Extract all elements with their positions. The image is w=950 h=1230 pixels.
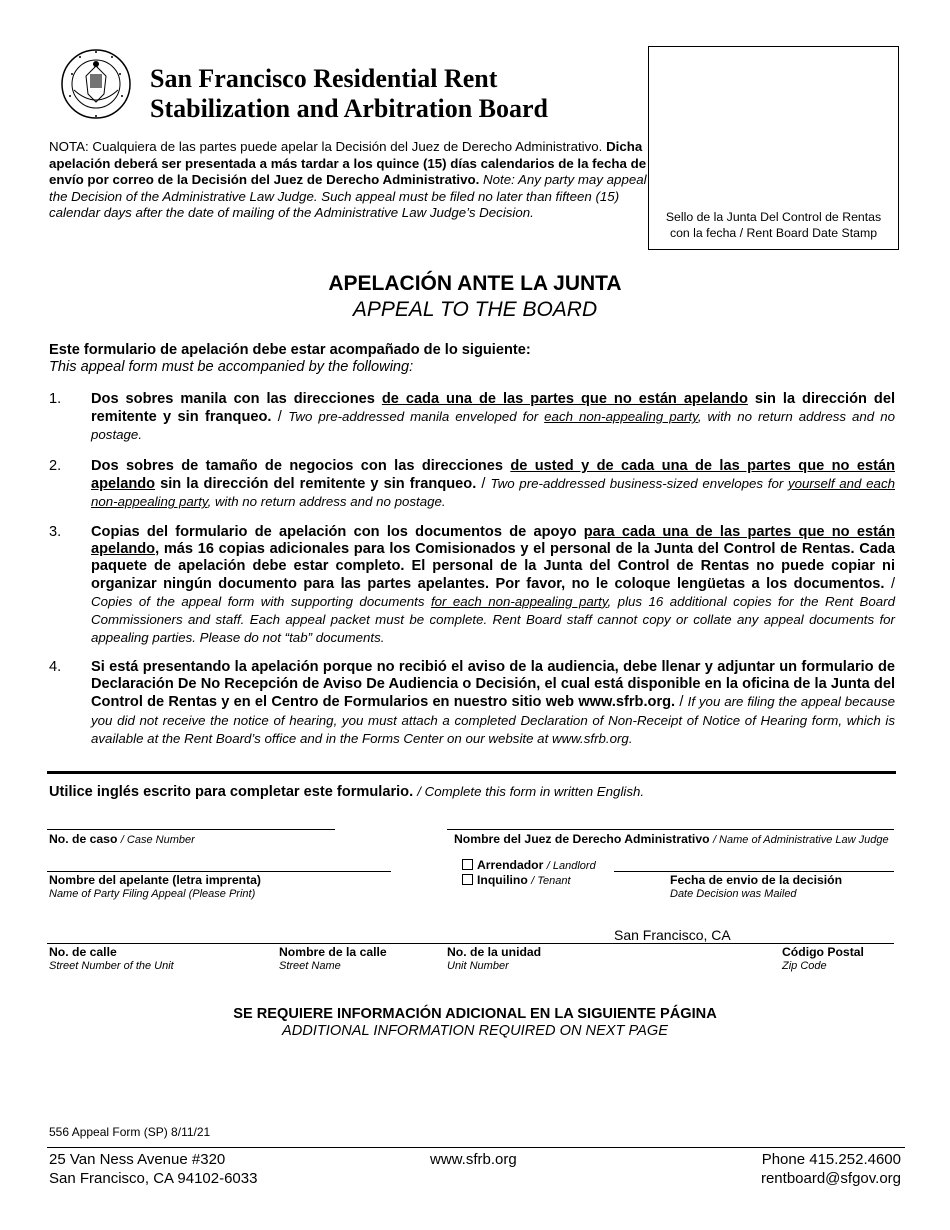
item-text-bold-underline: de usted y de cada una de las partes que no están apelando xyxy=(91,458,895,493)
english-instruction-es: Utilice inglés escrito para completar este formulario. xyxy=(49,784,414,800)
item-separator: / xyxy=(271,409,289,426)
city-county-seal-icon xyxy=(60,44,132,124)
item-separator: / xyxy=(884,575,895,592)
nota-en-italic: Note: Any party may appeal the Decision of the Administrative Law Judge. Such appeal must be filed no later than fifteen (15) calendar days after the date of mailing of the Administrative Law Judge’s Decision. xyxy=(49,172,647,220)
item-separator: / xyxy=(675,694,688,711)
org-line-1: San Francisco Residential Rent xyxy=(150,64,498,93)
zip-code-label-en: Zip Code xyxy=(782,960,827,972)
nota-es-plain: NOTA: Cualquiera de las partes puede apelar la Decisión del Juez de Derecho Administrativo. xyxy=(49,139,603,154)
item-text-bold-underline: de cada una de las partes que no están apelando xyxy=(381,391,748,407)
appellant-name-label-en: Name of Party Filing Appeal (Please Print) xyxy=(49,888,256,900)
english-instruction xyxy=(49,784,644,800)
alj-name-label xyxy=(454,832,889,847)
item-number: 2. xyxy=(49,458,62,474)
requirement-item-4 xyxy=(49,659,895,748)
alj-name-input[interactable] xyxy=(447,829,894,830)
additional-info-es: SE REQUIERE INFORMACIÓN ADICIONAL EN LA SIGUIENTE PÁGINA xyxy=(233,1006,717,1022)
landlord-checkbox[interactable] xyxy=(462,859,473,870)
street-name-label xyxy=(279,945,387,973)
item-number: 1. xyxy=(49,391,62,407)
tenant-option[interactable] xyxy=(462,873,571,888)
item-text-bold: sin la dirección del remitente y sin franqueo. xyxy=(91,391,895,426)
item-text-bold: Si está presentando la apelación porque no recibió el aviso de la audiencia, debe llenar y adjuntar un formulario de Declaración De No Recepción de Aviso De Audiencia o Decisión, el cual está disponible en la oficina de la Junta del Control de Rentas y en el Centro de Formularios en nuestro sitio web www.sfrb.org. xyxy=(91,659,895,711)
section-divider xyxy=(47,771,896,774)
unit-number-label-es: No. de la unidad xyxy=(447,945,542,959)
street-name-label-en: Street Name xyxy=(279,960,341,972)
org-line-2: Stabilization and Arbitration Board xyxy=(150,94,548,123)
form-number: 556 Appeal Form (SP) 8/11/21 xyxy=(49,1125,211,1139)
footer-address-line-1: 25 Van Ness Avenue #320 xyxy=(49,1151,226,1168)
tenant-label-es: Inquilino xyxy=(477,873,528,887)
landlord-label-es: Arrendador xyxy=(477,858,544,872)
item-text-italic: , plus 16 additional copies for the Rent Board Commissioners and staff. Each appeal packet must be complete. Rent Board staff cannot copy or collate any appeal documents for appealing parties. Please do not “tab” documents. xyxy=(91,593,896,646)
title-es: APELACIÓN ANTE LA JUNTA xyxy=(328,272,622,295)
decision-date-label-en: Date Decision was Mailed xyxy=(670,888,797,900)
city-value: San Francisco, CA xyxy=(614,927,731,943)
decision-date-label xyxy=(670,873,842,901)
zip-code-label xyxy=(782,945,864,973)
item-text-bold: Dos sobres de tamaño de negocios con las direcciones xyxy=(91,458,511,474)
date-stamp-box xyxy=(648,46,899,250)
item-text-italic-underline: yourself and each non-appealing party xyxy=(91,476,895,510)
item-text-italic: , with no return address and no postage. xyxy=(91,409,895,443)
item-text-italic: , with no return address and no postage. xyxy=(207,494,446,510)
landlord-label-en: / Landlord xyxy=(546,860,596,872)
appellant-name-input[interactable] xyxy=(47,871,391,872)
footer-address xyxy=(49,1150,257,1188)
alj-name-label-en: / Name of Administrative Law Judge xyxy=(712,834,889,846)
intro xyxy=(49,342,531,376)
address-line-input[interactable] xyxy=(47,943,894,944)
zip-code-label-es: Código Postal xyxy=(782,945,864,959)
item-separator: / xyxy=(476,476,491,493)
item-text-italic: If you are filing the appeal because you did not receive the notice of hearing, you must attach a completed Declaration of Non-Receipt of Notice of Hearing form, which is available at the Rent Board’s office and in the Forms Center on our website at www.sfrb.org. xyxy=(91,694,896,746)
case-number-label xyxy=(49,832,195,847)
appellant-name-label xyxy=(49,873,261,901)
requirement-item-2 xyxy=(49,458,895,512)
item-text-bold: sin la dirección del remitente y sin franqueo. xyxy=(155,476,477,493)
footer-email[interactable]: rentboard@sfgov.org xyxy=(760,1170,901,1187)
alj-name-label-es: Nombre del Juez de Derecho Administrativo xyxy=(454,832,710,846)
item-text-italic: Two pre-addressed manila enveloped for xyxy=(288,409,545,425)
landlord-option[interactable] xyxy=(462,858,596,873)
tenant-label-en: / Tenant xyxy=(531,875,571,887)
item-text-bold-underline: para cada una de las partes que no están apelando xyxy=(91,524,895,558)
item-text-bold: Dos sobres manila con las direcciones xyxy=(91,391,382,407)
item-number: 4. xyxy=(49,659,62,675)
title-en: APPEAL TO THE BOARD xyxy=(352,298,598,321)
additional-info-en: ADDITIONAL INFORMATION REQUIRED ON NEXT PAGE xyxy=(282,1023,668,1039)
item-number: 3. xyxy=(49,524,62,540)
intro-en: This appeal form must be accompanied by the following: xyxy=(49,359,414,375)
decision-date-input[interactable] xyxy=(614,871,894,872)
case-number-label-es: No. de caso xyxy=(49,832,118,846)
footer-divider xyxy=(47,1147,905,1148)
organization-name xyxy=(150,64,548,124)
footer-phone: Phone 415.252.4600 xyxy=(761,1151,901,1168)
nota-block xyxy=(49,139,649,222)
stamp-line-1: Sello de la Junta Del Control de Rentas xyxy=(665,210,882,224)
nota-es-bold: Dicha apelación deberá ser presentada a más tardar a los quince (15) días calendarios de la fecha de envío por correo de la Decisión del Juez de Derecho Administrativo. xyxy=(49,139,647,187)
item-text-italic: Copies of the appeal form with supporting documents xyxy=(91,593,431,609)
item-text-italic-underline: each non-appealing party xyxy=(544,409,698,425)
decision-date-label-es: Fecha de envio de la decisión xyxy=(670,873,843,887)
unit-number-label-en: Unit Number xyxy=(447,960,509,972)
case-number-input[interactable] xyxy=(47,829,335,830)
item-text-italic: Two pre-addressed business-sized envelopes for xyxy=(490,476,788,492)
street-name-label-es: Nombre de la calle xyxy=(279,945,387,959)
requirement-item-3 xyxy=(49,524,895,647)
street-number-label-es: No. de calle xyxy=(49,945,117,959)
appellant-name-label-es: Nombre del apelante (letra imprenta) xyxy=(49,873,261,887)
footer-address-line-2: San Francisco, CA 94102-6033 xyxy=(49,1170,258,1187)
intro-es: Este formulario de apelación debe estar acompañado de lo siguiente: xyxy=(49,342,531,358)
case-number-label-en: / Case Number xyxy=(120,834,195,846)
street-number-label xyxy=(49,945,174,973)
unit-number-label xyxy=(447,945,541,973)
street-number-label-en: Street Number of the Unit xyxy=(49,960,174,972)
footer-contact xyxy=(761,1150,901,1188)
stamp-line-2: con la fecha / Rent Board Date Stamp xyxy=(669,226,878,240)
english-instruction-en: / Complete this form in written English. xyxy=(417,784,645,799)
requirement-item-1 xyxy=(49,391,895,445)
footer-website[interactable]: www.sfrb.org xyxy=(430,1151,517,1168)
tenant-checkbox[interactable] xyxy=(462,874,473,885)
item-text-bold: , más 16 copias adicionales para los Comisionados y el personal de la Junta del Control de Rentas. Cada paquete de apelación debe estar completo. El personal de la Junta del Control de Rentas no puede copiar ni organizar ningún documento para las partes apelantes. Por favor, no le coloque lengüetas a los documentos. xyxy=(91,541,895,592)
item-text-italic-underline: for each non-appealing party xyxy=(430,593,608,609)
item-text-bold: Copias del formulario de apelación con los documentos de apoyo xyxy=(91,524,584,540)
